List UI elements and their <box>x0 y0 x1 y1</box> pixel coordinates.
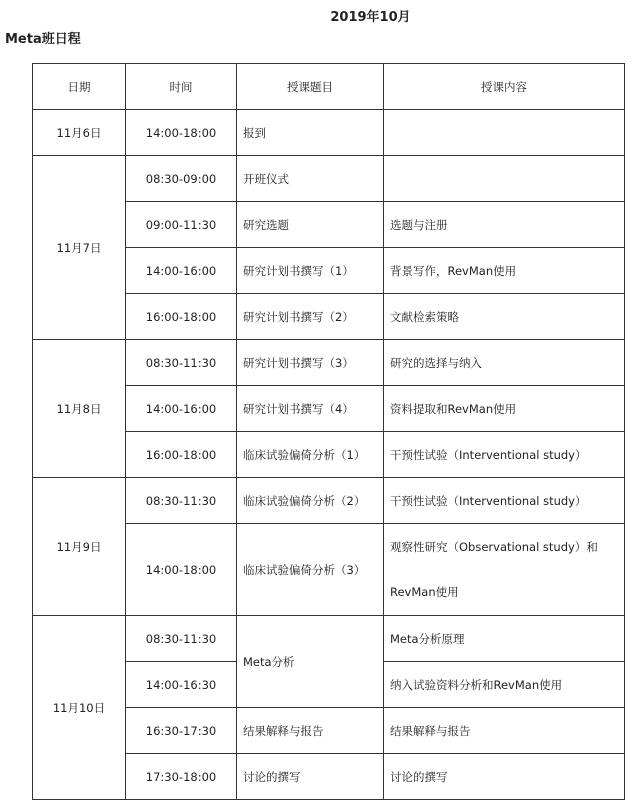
schedule-title: Meta班日程 <box>5 32 81 47</box>
topic-cell: 报到 <box>237 110 384 156</box>
content-cell: 纳入试验资料分析和RevMan使用 <box>384 662 625 708</box>
time-cell: 08:30-11:30 <box>126 478 237 524</box>
content-cell: 研究的选择与纳入 <box>384 340 625 386</box>
page-heading-month: 2019年10月 <box>330 10 411 25</box>
time-cell: 14:00-16:00 <box>126 248 237 294</box>
topic-cell: 研究选题 <box>237 202 384 248</box>
schedule-table <box>32 63 625 800</box>
date-cell: 11月8日 <box>33 340 126 478</box>
column-header-topic: 授课题目 <box>237 64 384 110</box>
time-cell: 14:00-18:00 <box>126 110 237 156</box>
topic-cell: 临床试验偏倚分析（1） <box>237 432 384 478</box>
topic-cell: 临床试验偏倚分析（3） <box>237 524 384 616</box>
time-cell: 16:00-18:00 <box>126 432 237 478</box>
date-cell: 11月6日 <box>33 110 126 156</box>
column-header-content: 授课内容 <box>384 64 625 110</box>
topic-cell: 讨论的撰写 <box>237 754 384 800</box>
content-line: 观察性研究（Observational study）和 <box>390 539 598 554</box>
topic-cell: 结果解释与报告 <box>237 708 384 754</box>
content-cell: 讨论的撰写 <box>384 754 625 800</box>
topic-cell: 研究计划书撰写（1） <box>237 248 384 294</box>
topic-cell: 研究计划书撰写（4） <box>237 386 384 432</box>
table-row <box>33 478 625 524</box>
time-cell: 16:30-17:30 <box>126 708 237 754</box>
content-cell: 资料提取和RevMan使用 <box>384 386 625 432</box>
topic-cell: 开班仪式 <box>237 156 384 202</box>
column-header-date: 日期 <box>33 64 126 110</box>
content-line: RevMan使用 <box>390 584 459 599</box>
table-row <box>33 110 625 156</box>
table-row <box>33 340 625 386</box>
content-cell: 背景写作，RevMan使用 <box>384 248 625 294</box>
content-cell: 文献检索策略 <box>384 294 625 340</box>
topic-cell: 研究计划书撰写（3） <box>237 340 384 386</box>
time-cell: 08:30-11:30 <box>126 340 237 386</box>
date-cell: 11月9日 <box>33 478 126 616</box>
content-cell <box>384 524 625 616</box>
time-cell: 14:00-16:30 <box>126 662 237 708</box>
time-cell: 14:00-16:00 <box>126 386 237 432</box>
table-row <box>33 616 625 662</box>
content-cell: Meta分析原理 <box>384 616 625 662</box>
content-cell: 干预性试验（Interventional study） <box>384 478 625 524</box>
time-cell: 08:30-09:00 <box>126 156 237 202</box>
date-cell: 11月10日 <box>33 616 126 800</box>
time-cell: 16:00-18:00 <box>126 294 237 340</box>
content-cell: 干预性试验（Interventional study） <box>384 432 625 478</box>
time-cell: 09:00-11:30 <box>126 202 237 248</box>
time-cell: 17:30-18:00 <box>126 754 237 800</box>
topic-cell: 临床试验偏倚分析（2） <box>237 478 384 524</box>
table-row <box>33 156 625 202</box>
topic-cell: 研究计划书撰写（2） <box>237 294 384 340</box>
topic-cell: Meta分析 <box>237 616 384 708</box>
content-cell <box>384 156 625 202</box>
date-cell: 11月7日 <box>33 156 126 340</box>
content-cell <box>384 110 625 156</box>
column-header-time: 时间 <box>126 64 237 110</box>
time-cell: 08:30-11:30 <box>126 616 237 662</box>
content-cell: 结果解释与报告 <box>384 708 625 754</box>
time-cell: 14:00-18:00 <box>126 524 237 616</box>
content-cell: 选题与注册 <box>384 202 625 248</box>
table-header-row <box>33 64 625 110</box>
